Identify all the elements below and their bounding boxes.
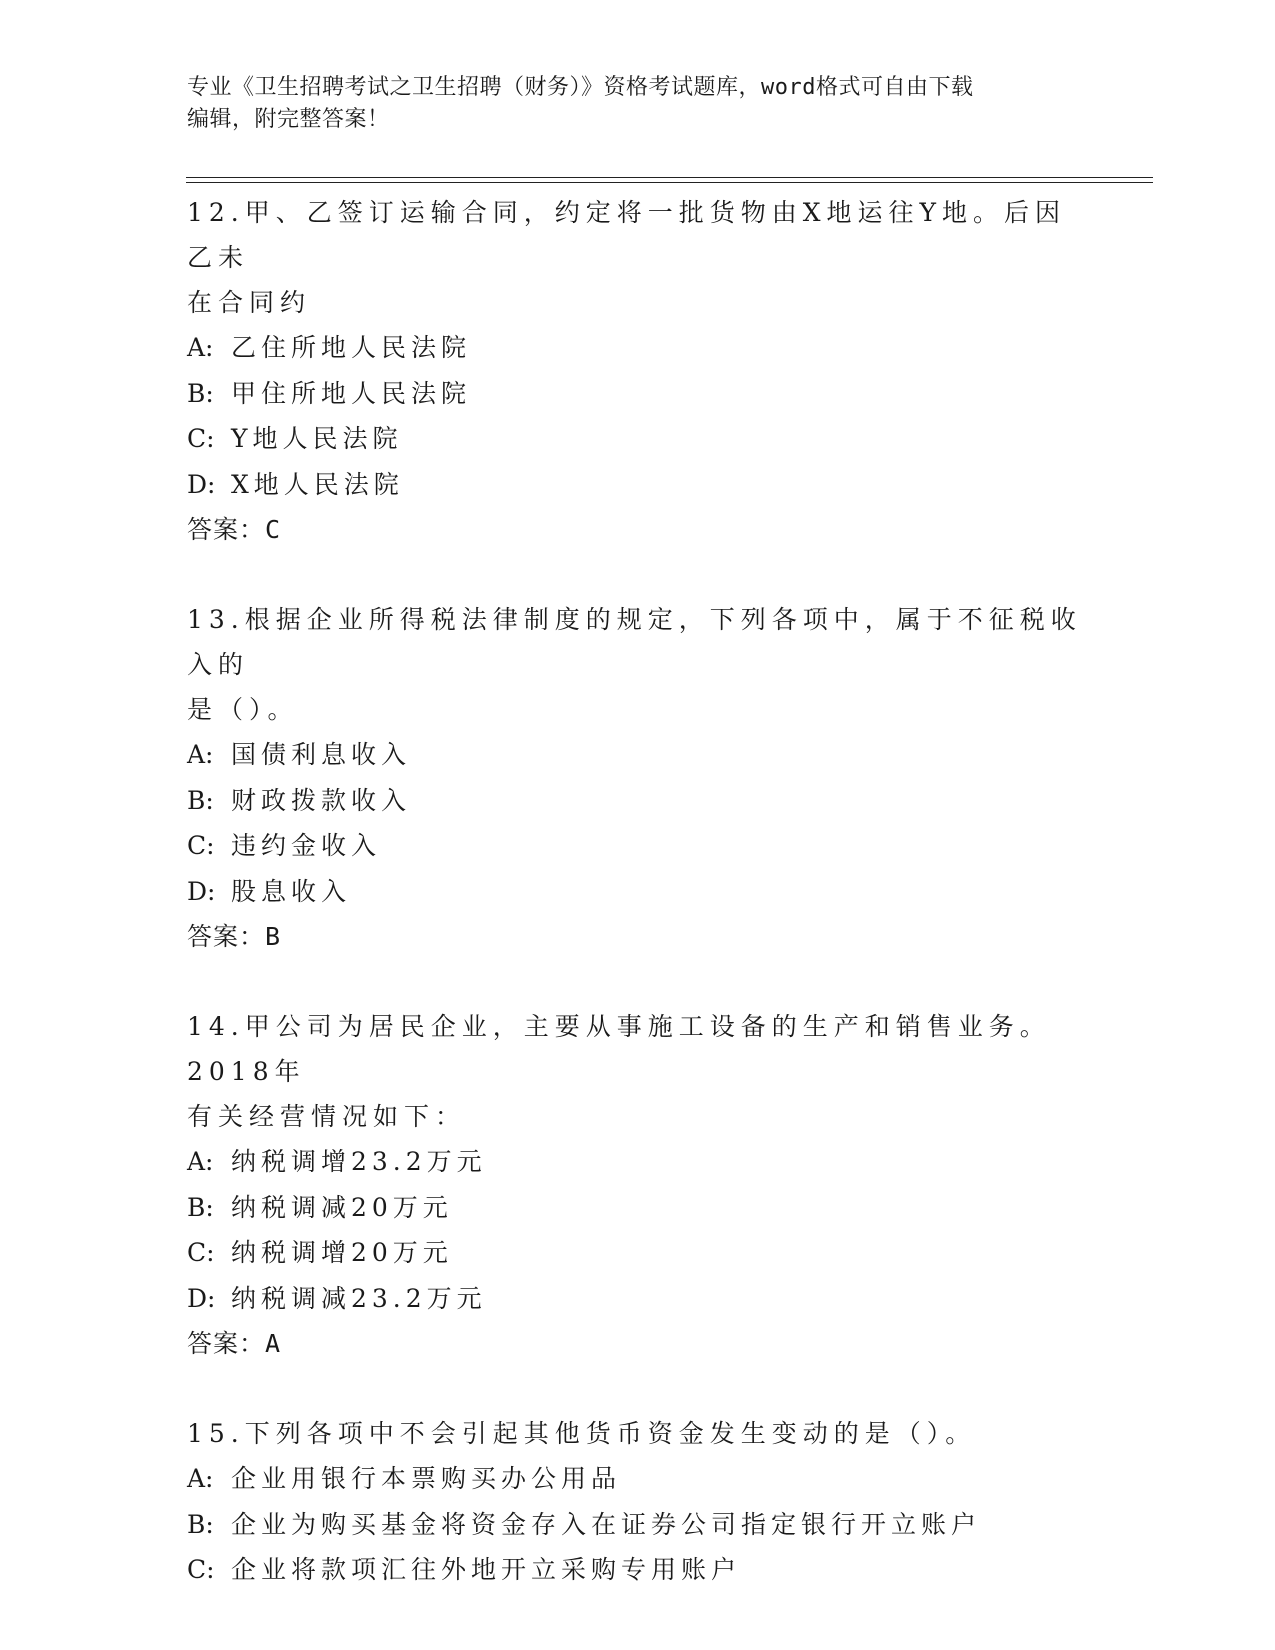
option-key: A:: [187, 333, 214, 362]
option-key: B:: [187, 378, 214, 408]
option-text: 纳税调减20万元: [231, 1192, 453, 1222]
option-text: 国债利息收入: [231, 740, 412, 769]
question-12: [187, 190, 1087, 552]
option-text: 纳税调减23.2万元: [231, 1283, 487, 1313]
option-text: 纳税调增23.2万元: [231, 1147, 487, 1176]
option-b: [187, 1185, 1087, 1231]
option-key: D:: [187, 469, 216, 499]
option-key: A:: [187, 1147, 214, 1176]
spacer: [187, 1366, 1087, 1411]
option-key: C:: [187, 424, 215, 453]
answer: 答案：B: [187, 922, 282, 951]
question-14: [187, 1004, 1087, 1366]
document-header: [187, 72, 1067, 136]
spacer: [187, 552, 1087, 597]
option-b: [187, 778, 1087, 824]
question-13: [187, 597, 1087, 959]
header-line-1: 专业《卫生招聘考试之卫生招聘（财务）》资格考试题库，word格式可自由下载: [187, 75, 974, 100]
option-text: 纳税调增20万元: [231, 1238, 453, 1267]
option-text: 违约金收入: [231, 831, 382, 860]
option-c: [187, 416, 1087, 462]
option-text: 企业用银行本票购买办公用品: [231, 1464, 622, 1493]
option-c: [187, 1547, 1087, 1593]
answer: 答案：C: [187, 515, 282, 544]
header-line-2: 编辑，附完整答案！: [187, 107, 390, 132]
option-text: 财政拨款收入: [231, 785, 412, 815]
option-key: D:: [187, 876, 216, 906]
spacer: [187, 959, 1087, 1004]
option-text: X地人民法院: [231, 469, 404, 499]
option-text: 乙住所地人民法院: [231, 333, 472, 362]
option-b: [187, 371, 1087, 417]
question-stem: 13.根据企业所得税法律制度的规定，下列各项中，属于不征税收入的: [187, 605, 1082, 679]
question-stem: 14.甲公司为居民企业，主要从事施工设备的生产和销售业务。2018年: [187, 1012, 1051, 1086]
question-stem-continued: 是（）。: [187, 695, 299, 724]
question-stem-continued: 在合同约: [187, 288, 312, 317]
question-15: [187, 1411, 1087, 1593]
option-key: A:: [187, 1464, 214, 1493]
question-stem-continued: 有关经营情况如下：: [187, 1102, 467, 1131]
option-d: [187, 1276, 1087, 1322]
option-a: [187, 1139, 1087, 1185]
option-b: [187, 1502, 1087, 1548]
option-text: 甲住所地人民法院: [231, 378, 472, 408]
option-text: 企业将款项汇往外地开立采购专用账户: [231, 1555, 742, 1584]
option-c: [187, 1230, 1087, 1276]
option-text: 股息收入: [231, 876, 352, 906]
option-d: [187, 869, 1087, 915]
option-key: D:: [187, 1283, 216, 1313]
option-text: 企业为购买基金将资金存入在证券公司指定银行开立账户: [231, 1509, 982, 1539]
option-key: B:: [187, 1509, 214, 1539]
option-a: [187, 1456, 1087, 1502]
option-d: [187, 462, 1087, 508]
answer: 答案：A: [187, 1329, 282, 1358]
option-a: [187, 325, 1087, 371]
question-list: [187, 190, 1087, 1593]
option-key: A:: [187, 740, 214, 769]
option-text: Y地人民法院: [231, 424, 403, 453]
header-divider-top: [186, 177, 1153, 178]
option-key: B:: [187, 1192, 214, 1222]
option-key: C:: [187, 831, 215, 860]
option-c: [187, 823, 1087, 869]
question-stem: 12.甲、乙签订运输合同，约定将一批货物由X地运往Y地。后因乙未: [187, 198, 1067, 272]
option-key: C:: [187, 1238, 215, 1267]
option-key: B:: [187, 785, 214, 815]
option-key: C:: [187, 1555, 215, 1584]
question-stem: 15.下列各项中不会引起其他货币资金发生变动的是（）。: [187, 1419, 977, 1448]
option-a: [187, 732, 1087, 778]
header-divider-bottom: [186, 182, 1153, 183]
